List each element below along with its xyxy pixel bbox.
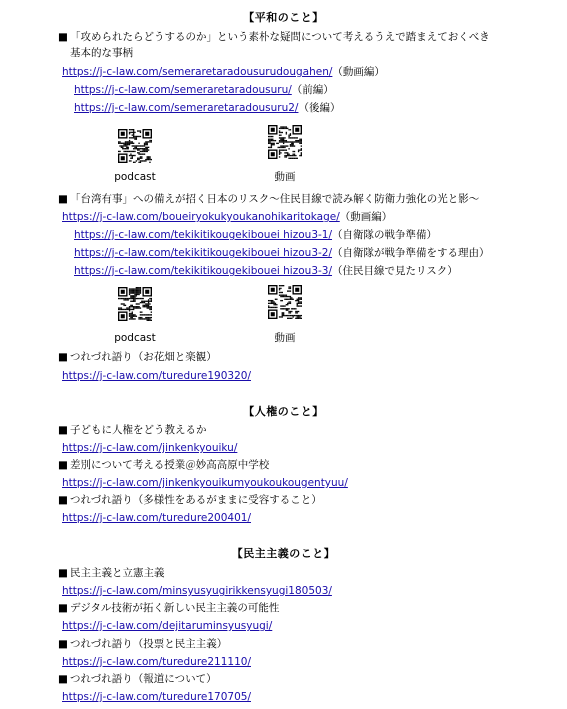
item-text: 子どもに人権をどう教えるか <box>70 424 207 436</box>
link-row <box>62 442 237 455</box>
link-row <box>74 265 458 278</box>
link-row <box>62 512 251 525</box>
link-row <box>62 211 392 224</box>
item-text: つれづれ語り（投票と民主主義） <box>70 638 228 650</box>
section-heading-democracy: 【民主主義のこと】 <box>231 547 336 560</box>
list-item <box>58 638 227 651</box>
item-text: デジタル技術が拓く新しい民主主義の可能性 <box>70 602 280 614</box>
link-row <box>62 691 251 704</box>
qr-label-video: 動画 <box>274 171 296 183</box>
bullet-icon: ■ <box>58 638 68 650</box>
link-note: （動画編） <box>339 211 393 223</box>
link-row <box>62 585 332 598</box>
section-heading-human-rights: 【人権のこと】 <box>243 405 324 418</box>
link[interactable]: https://j-c-law.com/jinkenkyouikumyoukoukougentyuu/ <box>62 477 348 489</box>
link-note: （住民目線で見たリスク） <box>332 265 458 277</box>
bullet-icon: ■ <box>58 424 68 436</box>
link-note: （自衛隊の戦争準備） <box>332 229 438 241</box>
link-row <box>74 247 490 260</box>
link[interactable]: https://j-c-law.com/turedure170705/ <box>62 691 251 703</box>
list-item <box>58 424 207 437</box>
link-row <box>62 477 348 490</box>
item-text: つれづれ語り（多様性をあるがままに受容すること） <box>70 494 322 506</box>
link[interactable]: https://j-c-law.com/dejitaruminsyusyugi/ <box>62 620 273 632</box>
list-item <box>58 193 479 206</box>
link[interactable]: https://j-c-law.com/semeraretaradousuru/ <box>74 84 292 96</box>
link-row <box>62 66 385 79</box>
item-text: つれづれ語り（お花畑と楽観） <box>70 351 217 363</box>
link[interactable]: https://j-c-law.com/semeraretaradousuru2/ <box>74 102 299 114</box>
item-text-continued: 基本的な事柄 <box>70 47 133 59</box>
link-row <box>74 229 437 242</box>
link-row <box>62 620 272 633</box>
item-text: 民主主義と立憲主義 <box>70 567 165 579</box>
link[interactable]: https://j-c-law.com/tekikitikougekibouei hizou3-1/ <box>74 229 333 241</box>
link-note: （前編） <box>291 84 334 96</box>
list-item <box>58 494 322 507</box>
link[interactable]: https://j-c-law.com/semeraretaradousurudougahen/ <box>62 66 333 78</box>
bullet-icon: ■ <box>58 567 68 579</box>
link-note: （動画編） <box>332 66 385 78</box>
bullet-icon: ■ <box>58 602 68 614</box>
link[interactable]: https://j-c-law.com/turedure211110/ <box>62 656 251 668</box>
qr-code-icon[interactable] <box>268 125 302 159</box>
item-text: 「攻められたらどうするのか」という素朴な疑問について考えるうえで踏まえておくべき <box>70 31 490 43</box>
qr-label-podcast: podcast <box>114 171 156 183</box>
link[interactable]: https://j-c-law.com/boueiryokukyoukanohikaritokage/ <box>62 211 340 223</box>
link-row <box>62 656 251 669</box>
bullet-icon: ■ <box>58 494 68 506</box>
item-text: 差別について考える授業＠妙高高原中学校 <box>70 459 270 471</box>
list-item <box>58 351 217 364</box>
link[interactable]: https://j-c-law.com/jinkenkyouiku/ <box>62 442 238 454</box>
link-row <box>62 370 251 383</box>
link-note: （自衛隊が戦争準備をする理由） <box>332 247 490 259</box>
link[interactable]: https://j-c-law.com/turedure190320/ <box>62 370 251 382</box>
list-item <box>58 459 269 472</box>
bullet-icon: ■ <box>58 459 68 471</box>
qr-label-podcast: podcast <box>114 332 156 344</box>
link[interactable]: https://j-c-law.com/tekikitikougekibouei hizou3-2/ <box>74 247 333 259</box>
qr-label-video: 動画 <box>274 332 296 344</box>
bullet-icon: ■ <box>58 673 68 685</box>
item-text: 「台湾有事」への備えが招く日本のリスク～住民目線で読み解く防衛力強化の光と影～ <box>70 193 480 205</box>
list-item <box>58 602 279 615</box>
link[interactable]: https://j-c-law.com/tekikitikougekibouei hizou3-3/ <box>74 265 333 277</box>
link-row <box>74 84 334 97</box>
section-heading-peace: 【平和のこと】 <box>243 11 324 24</box>
list-item <box>58 31 490 44</box>
link-note: （後編） <box>298 102 341 114</box>
link-row <box>74 102 340 115</box>
bullet-icon: ■ <box>58 31 68 43</box>
link[interactable]: https://j-c-law.com/turedure200401/ <box>62 512 251 524</box>
qr-code-icon[interactable] <box>118 287 152 321</box>
link[interactable]: https://j-c-law.com/minsyusyugirikkensyugi180503/ <box>62 585 332 597</box>
qr-code-icon[interactable] <box>268 285 302 319</box>
list-item <box>58 567 165 580</box>
item-text: つれづれ語り（報道について） <box>70 673 217 685</box>
qr-code-icon[interactable] <box>118 129 152 163</box>
bullet-icon: ■ <box>58 351 68 363</box>
bullet-icon: ■ <box>58 193 68 205</box>
list-item <box>58 673 217 686</box>
